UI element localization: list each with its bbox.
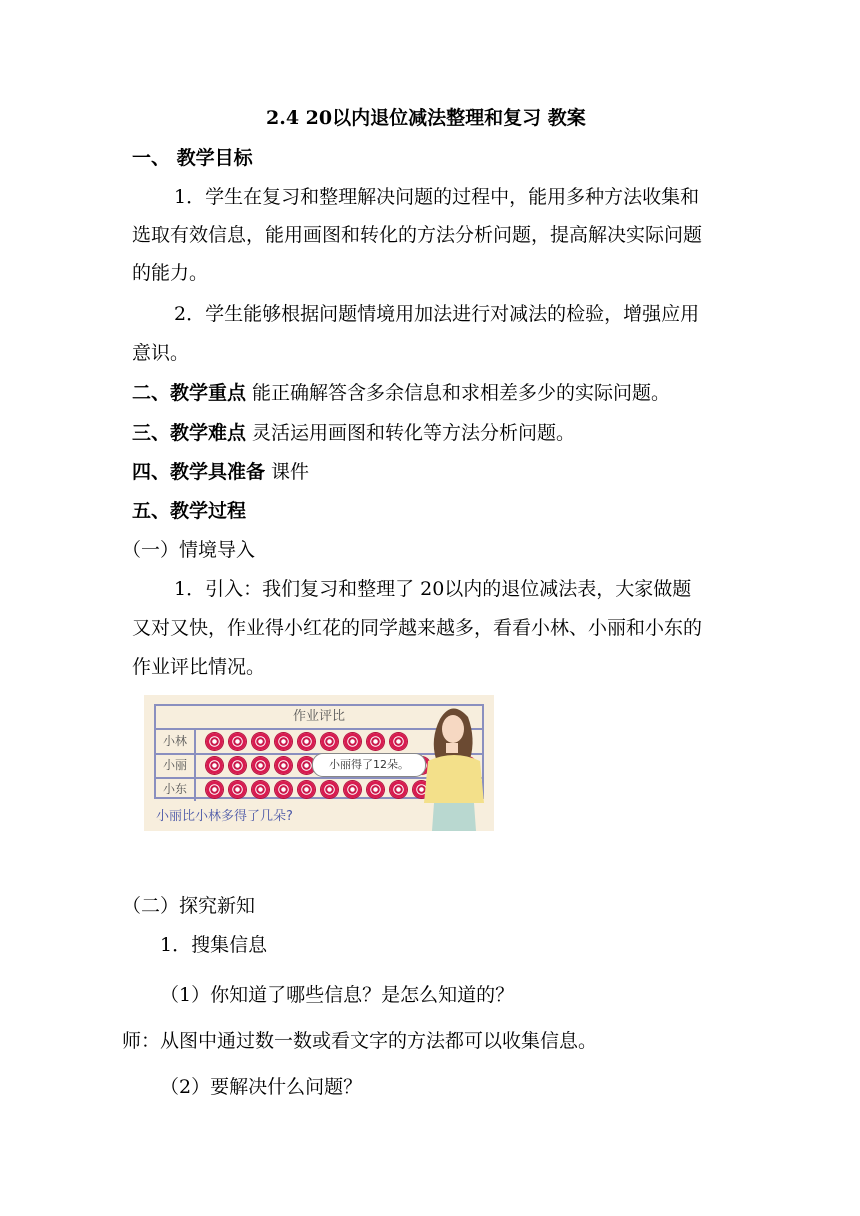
red-flower-icon <box>252 781 269 798</box>
intro-line-2: 又对又快，作业得小红花的同学越来越多，看看小林、小丽和小东的 <box>132 617 703 639</box>
teacher-remark: 师：从图中通过数一数或看文字的方法都可以收集信息。 <box>122 1030 598 1052</box>
key-point-text: 能正确解答含多余信息和求相差多少的实际问题。 <box>246 382 671 404</box>
figure-question: 小丽比小林多得了几朵? <box>156 809 293 824</box>
objectives-heading: 一、 教学目标 <box>132 147 253 169</box>
difficulty-text: 灵活运用画图和转化等方法分析问题。 <box>246 422 576 444</box>
tools-label: 四、教学具准备 <box>132 461 266 483</box>
red-flower-icon <box>206 757 223 774</box>
red-flower-icon <box>390 733 407 750</box>
red-flower-icon <box>206 781 223 798</box>
explore-subheading-1: 1．搜集信息 <box>160 934 268 956</box>
red-flower-icon <box>298 781 315 798</box>
red-flower-icon <box>275 757 292 774</box>
difficulty-paragraph <box>132 420 575 446</box>
red-flower-icon <box>367 733 384 750</box>
red-flower-icon <box>229 733 246 750</box>
objective-2-line-1: 2．学生能够根据问题情境用加法进行对减法的检验，增强应用 <box>174 303 700 325</box>
student-name: 小东 <box>156 778 196 801</box>
key-point-label: 二、教学重点 <box>132 382 247 404</box>
objective-2-line-2: 意识。 <box>132 342 190 364</box>
ranking-table-title: 作业评比 <box>156 706 482 730</box>
red-flower-icon <box>252 757 269 774</box>
red-flower-icon <box>390 781 407 798</box>
objective-1-line-2: 选取有效信息，能用画图和转化的方法分析问题，提高解决实际问题 <box>132 224 703 246</box>
red-flower-icon <box>206 733 223 750</box>
red-flower-icon <box>321 781 338 798</box>
red-flower-icon <box>275 781 292 798</box>
red-flower-icon <box>298 733 315 750</box>
red-flower-icon <box>252 733 269 750</box>
homework-ranking-illustration <box>144 695 494 831</box>
student-name: 小林 <box>156 730 196 753</box>
process-heading: 五、教学过程 <box>132 500 247 522</box>
key-point-paragraph <box>132 380 670 406</box>
red-flower-icon <box>229 781 246 798</box>
tools-paragraph <box>132 459 309 485</box>
objective-1-line-1: 1．学生在复习和整理解决问题的过程中，能用多种方法收集和 <box>174 186 700 208</box>
objective-1-line-3: 的能力。 <box>132 262 209 284</box>
red-flower-icon <box>229 757 246 774</box>
document-title: 2.4 20以内退位减法整理和复习 教案 <box>266 107 586 129</box>
intro-line-1: 1．引入：我们复习和整理了 20以内的退位减法表，大家做题 <box>174 578 692 600</box>
tools-text: 课件 <box>265 461 310 483</box>
red-flower-icon <box>344 733 361 750</box>
speech-bubble: 小丽得了12朵。 <box>312 753 426 777</box>
explore-question-1: （1）你知道了哪些信息？是怎么知道的？ <box>160 984 515 1006</box>
student-name: 小丽 <box>156 754 196 777</box>
explore-question-2: （2）要解决什么问题？ <box>160 1076 363 1098</box>
difficulty-label: 三、教学难点 <box>132 422 247 444</box>
red-flower-icon <box>367 781 384 798</box>
red-flower-icon <box>344 781 361 798</box>
flower-row <box>206 733 407 751</box>
red-flower-icon <box>321 733 338 750</box>
intro-heading: （一）情境导入 <box>122 539 256 561</box>
intro-line-3: 作业评比情况。 <box>132 656 266 678</box>
red-flower-icon <box>275 733 292 750</box>
explore-heading: （二）探究新知 <box>122 895 256 917</box>
